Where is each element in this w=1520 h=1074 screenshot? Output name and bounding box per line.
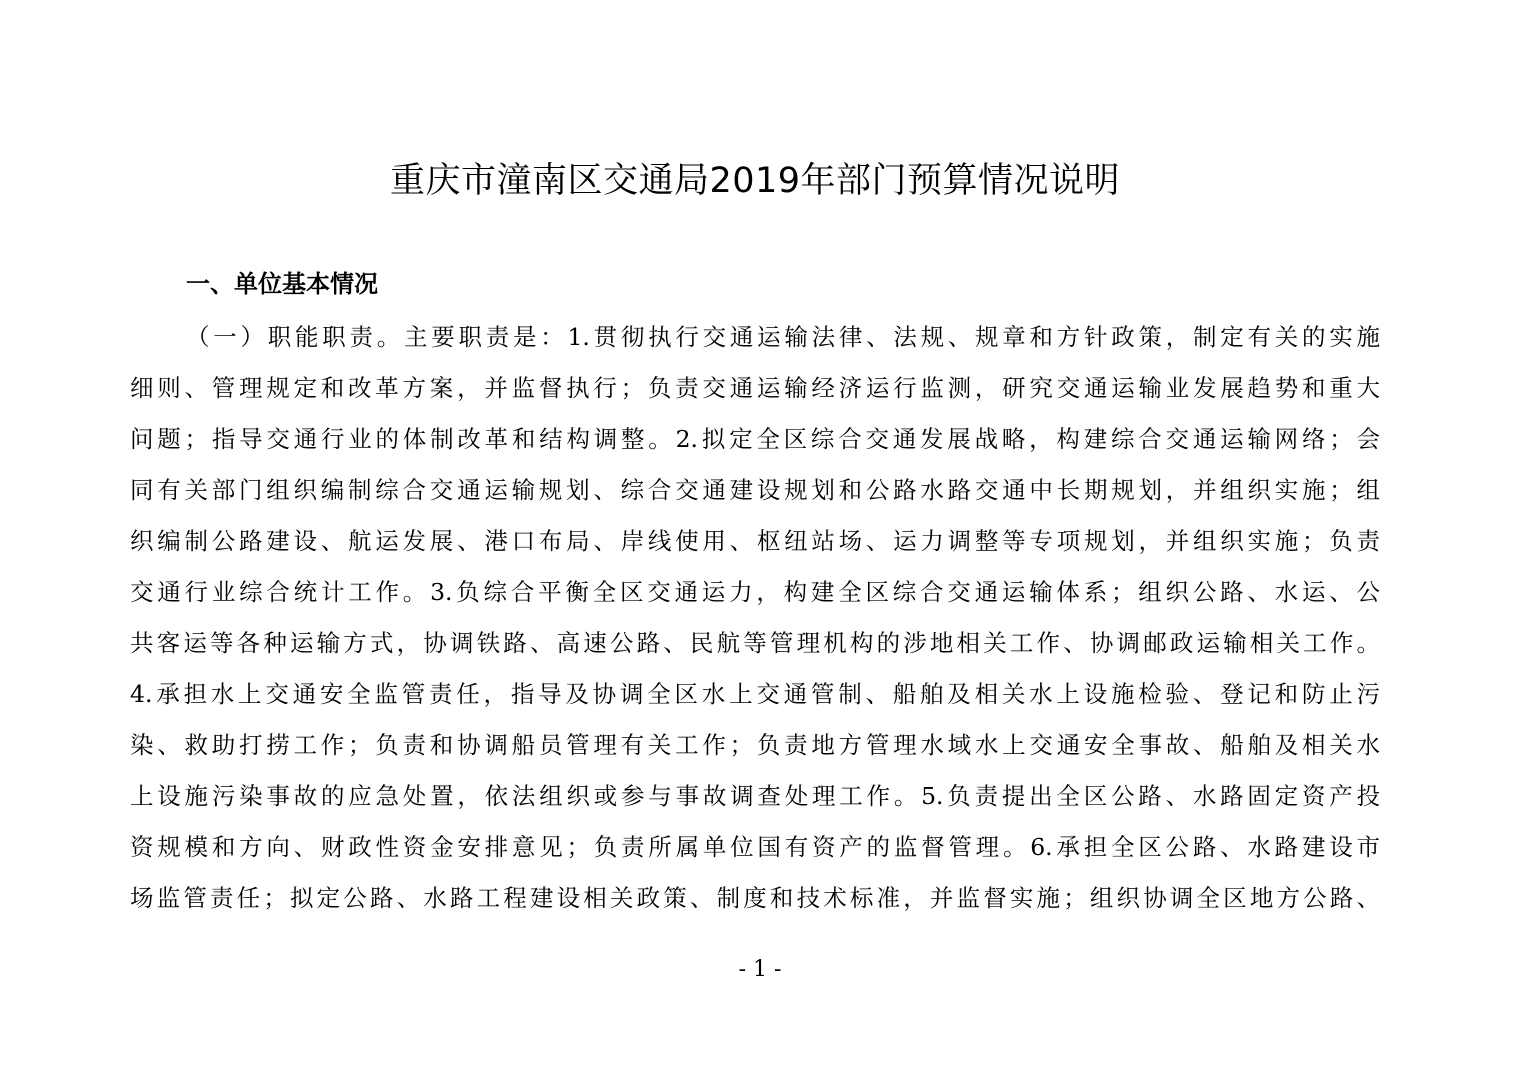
body-line: 资规模和方向、财政性资金安排意见；负责所属单位国有资产的监督管理。6.承担全区公路、水路建设市 bbox=[130, 833, 1380, 861]
body-line: 同有关部门组织编制综合交通运输规划、综合交通建设规划和公路水路交通中长期规划，并组织实施；组 bbox=[130, 476, 1380, 504]
page-number: - 1 - bbox=[738, 957, 782, 982]
body-line: 染、救助打捞工作；负责和协调船员管理有关工作；负责地方管理水域水上交通安全事故、船舶及相关水 bbox=[130, 731, 1380, 759]
body-line: 问题；指导交通行业的体制改革和结构调整。2.拟定全区综合交通发展战略，构建综合交通运输网络；会 bbox=[130, 425, 1380, 453]
body-line: 上设施污染事故的应急处置，依法组织或参与事故调查处理工作。5.负责提出全区公路、水路固定资产投 bbox=[130, 782, 1380, 810]
body-line: （一）职能职责。主要职责是：1.贯彻执行交通运输法律、法规、规章和方针政策，制定有关的实施 bbox=[186, 323, 1380, 351]
body-line: 交通行业综合统计工作。3.负综合平衡全区交通运力，构建全区综合交通运输体系；组织公路、水运、公 bbox=[130, 578, 1380, 606]
body-line: 织编制公路建设、航运发展、港口布局、岸线使用、枢纽站场、运力调整等专项规划，并组织实施；负责 bbox=[130, 527, 1380, 555]
body-line: 细则、管理规定和改革方案，并监督执行；负责交通运输经济运行监测，研究交通运输业发展趋势和重大 bbox=[130, 374, 1380, 402]
body-line: 4.承担水上交通安全监管责任，指导及协调全区水上交通管制、船舶及相关水上设施检验、登记和防止污 bbox=[130, 680, 1380, 708]
body-line: 场监管责任；拟定公路、水路工程建设相关政策、制度和技术标准，并监督实施；组织协调全区地方公路、 bbox=[130, 884, 1380, 912]
body-line: 共客运等各种运输方式，协调铁路、高速公路、民航等管理机构的涉地相关工作、协调邮政运输相关工作。 bbox=[130, 629, 1380, 657]
section-heading: 一、单位基本情况 bbox=[186, 270, 378, 298]
document-title: 重庆市潼南区交通局2019年部门预算情况说明 bbox=[389, 161, 1121, 201]
